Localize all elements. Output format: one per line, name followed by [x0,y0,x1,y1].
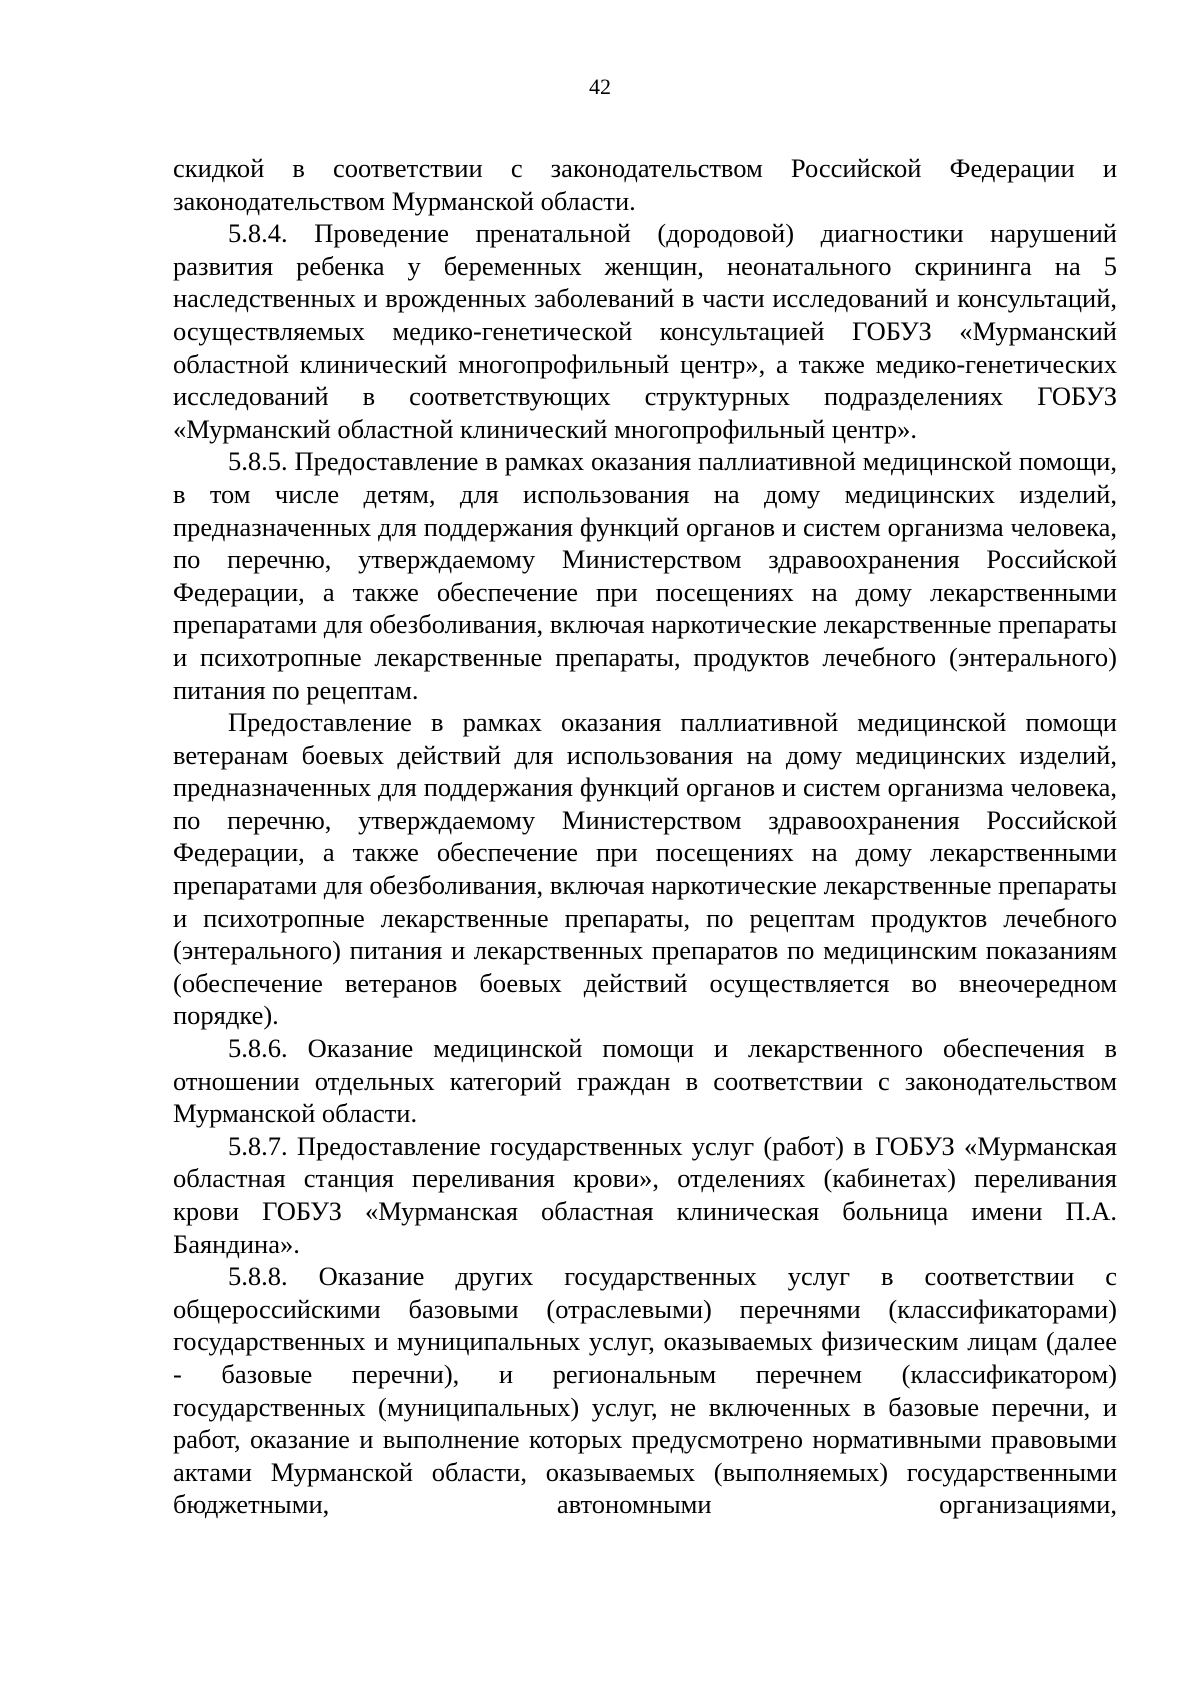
paragraph-5-8-8: 5.8.8. Оказание других государственных услуг в соответствии с общероссийскими базовыми (отраслевыми) перечнями (классификаторами) государственных и муниципальных услуг, оказываемых физическим лицам (далее - базовые перечни), и региональным перечнем (классификатором) государственных (муниципальных) услуг, не включенных в базовые перечни, и работ, оказание и выполнение которых предусмотрено нормативными правовыми актами Мурманской области, оказываемых (выполняемых) государственными бюджетными, автономными организациями, [173,1261,1117,1520]
paragraph-5-8-4: 5.8.4. Проведение пренатальной (дородовой) диагностики нарушений развития ребенка у беременных женщин, неонатального скрининга на 5 наследственных и врожденных заболеваний в части исследований и консультаций, осуществляемых медико-генетической консультацией ГОБУЗ «Мурманский областной клинический многопрофильный центр», а также медико-генетических исследований в соответствующих структурных подразделениях ГОБУЗ «Мурманский областной клинический многопрофильный центр». [173,218,1117,444]
paragraph-5-8-5-veterans: Предоставление в рамках оказания паллиативной медицинской помощи ветеранам боевых действий для использования на дому медицинских изделий, предназначенных для поддержания функций органов и систем организма человека, по перечню, утверждаемому Министерством здравоохранения Российской Федерации, а также обеспечение при посещениях на дому лекарственными препаратами для обезболивания, включая наркотические лекарственные препараты и психотропные лекарственные препараты, по рецептам продуктов лечебного (энтерального) питания и лекарственных препаратов по медицинским показаниям (обеспечение ветеранов боевых действий осуществляется во внеочередном порядке). [173,707,1117,1031]
paragraph-continuation: скидкой в соответствии с законодательством Российской Федерации и законодательством Мурманской области. [173,153,1117,216]
document-body [173,152,1117,1521]
paragraph-5-8-5: 5.8.5. Предоставление в рамках оказания паллиативной медицинской помощи, в том числе детям, для использования на дому медицинских изделий, предназначенных для поддержания функций органов и систем организма человека, по перечню, утверждаемому Министерством здравоохранения Российской Федерации, а также обеспечение при посещениях на дому лекарственными препаратами для обезболивания, включая наркотические лекарственные препараты и психотропные лекарственные препараты, продуктов лечебного (энтерального) питания по рецептам. [173,446,1117,705]
paragraph-5-8-6: 5.8.6. Оказание медицинской помощи и лекарственного обеспечения в отношении отдельных категорий граждан в соответствии с законодательством Мурманской области. [173,1033,1117,1129]
page-number: 42 [589,74,611,99]
paragraph-5-8-7: 5.8.7. Предоставление государственных услуг (работ) в ГОБУЗ «Мурманская областная станция переливания крови», отделениях (кабинетах) переливания крови ГОБУЗ «Мурманская областная клиническая больница имени П.А. Баяндина». [173,1130,1117,1259]
